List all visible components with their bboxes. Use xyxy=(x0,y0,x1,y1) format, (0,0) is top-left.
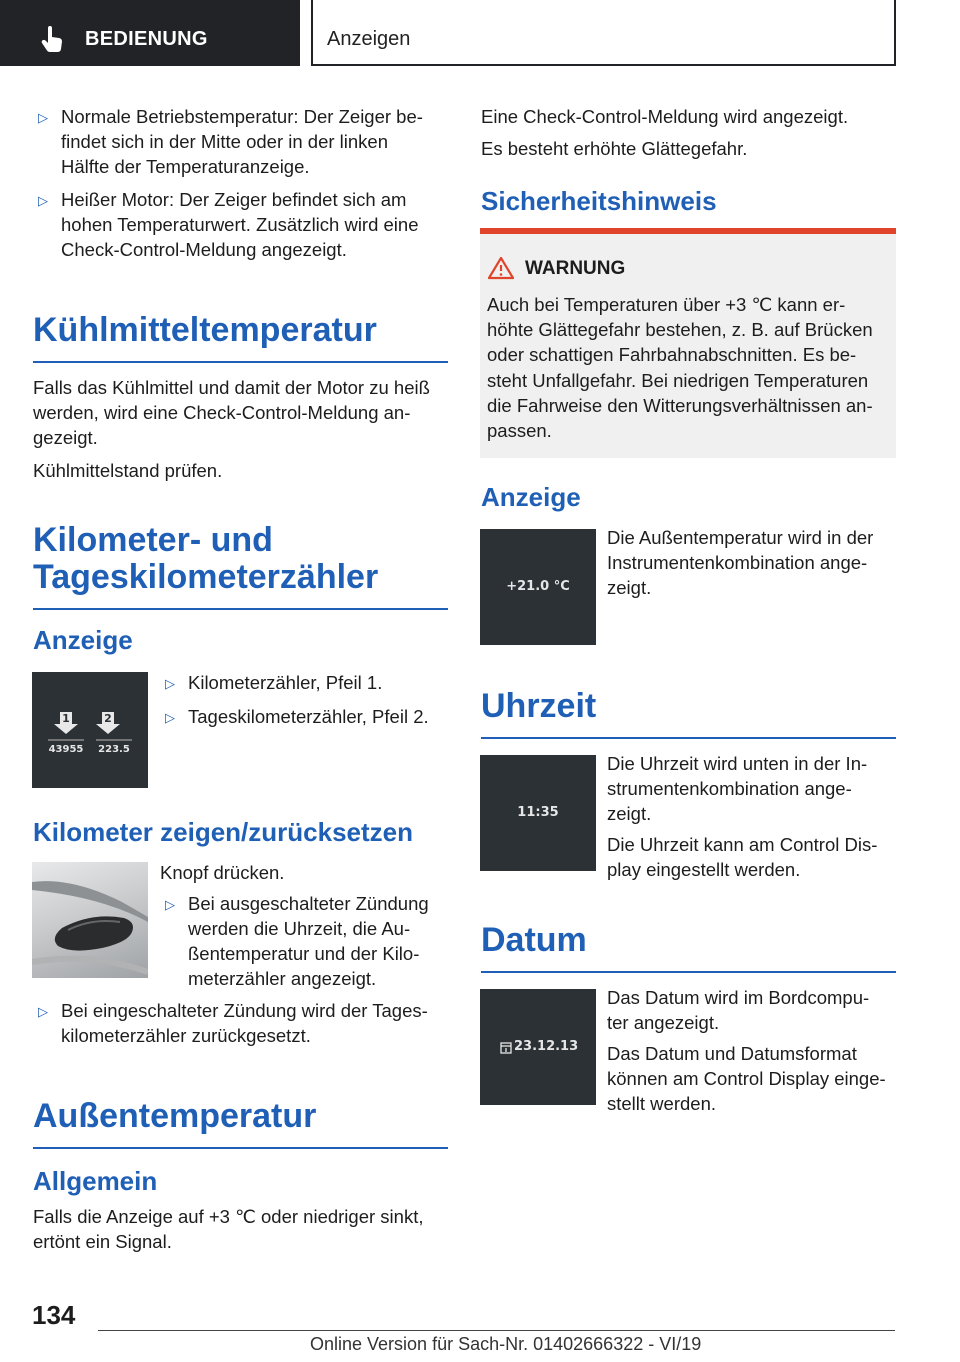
arrow-1-label: 1 xyxy=(62,712,70,725)
uhrzeit-paragraph-2: Die Uhrzeit kann am Control Dis- play eingestellt werden. xyxy=(607,834,878,880)
odometer-image xyxy=(32,672,148,788)
left-top-bullets xyxy=(33,104,448,262)
subheading-anzeige: Anzeige xyxy=(33,625,133,655)
subheading-kilometer-zeigen: Kilometer zeigen/zurücksetzen xyxy=(33,817,413,847)
triangle-bullet-icon: ▷ xyxy=(165,676,175,691)
heading-kuehlmitteltemperatur: Kühlmitteltemperatur xyxy=(33,312,448,363)
odometer-arrows-icon xyxy=(32,672,148,788)
right-paragraph-1: Eine Check-Control-Meldung wird angezeigt. xyxy=(481,106,849,127)
odometer-value: 43955 xyxy=(48,744,84,755)
triangle-bullet-icon: ▷ xyxy=(38,193,48,208)
datum-paragraph-1: Das Datum wird im Bordcompu- ter angezeigt. xyxy=(607,987,870,1033)
bullet-text: Tageskilometerzähler, Pfeil 2. xyxy=(188,706,429,727)
bullet-text: Bei ausgeschalteter Zündung werden die Uhrzeit, die Au- ßentemperatur und der Kilo- meterzähler angezeigt. xyxy=(188,893,429,989)
footer-divider xyxy=(98,1330,895,1331)
date-value: 23.12.13 xyxy=(514,1039,579,1054)
chapter-label: Anzeigen xyxy=(327,28,411,50)
warning-triangle-icon xyxy=(488,256,514,280)
bullet-text: Kilometerzähler, Pfeil 1. xyxy=(188,672,383,693)
chapter-tab xyxy=(311,0,896,66)
list-item xyxy=(160,891,450,991)
bullet-text: Heißer Motor: Der Zeiger befindet sich am hohen Temperaturwert. Zusätzlich wird eine Check-Control-Meldung angezeigt. xyxy=(61,189,419,260)
section-tab xyxy=(0,0,300,66)
bullet-text: Normale Betriebstemperatur: Der Zeiger be- findet sich in der Mitte oder in der linken Hälfte der Temperaturanzeige. xyxy=(61,106,423,177)
reset-button-image xyxy=(32,862,148,978)
reset-knob-icon xyxy=(32,862,148,978)
hand-pointer-icon xyxy=(40,26,64,52)
subheading-anzeige-aussentemp: Anzeige xyxy=(481,482,581,512)
trip-value: 223.5 xyxy=(98,744,130,755)
list-item xyxy=(160,670,450,695)
warning-text: Auch bei Temperaturen über +3 ℃ kann er- höhte Glättegefahr bestehen, z. B. auf Brücken oder schattigen Fahrbahnabschnitten. Es be- steht Unfallgefahr. Bei niedrigen Temperaturen die Fahrweise den Witterungsverhältnissen an- passen. xyxy=(487,294,873,442)
reset-paragraph: Knopf drücken. xyxy=(160,862,285,883)
page-number: 134 xyxy=(32,1300,76,1330)
uhrzeit-paragraph-1: Die Uhrzeit wird unten in der In- strumentenkombination ange- zeigt. xyxy=(607,753,868,824)
footer-text: Online Version für Sach-Nr. 01402666322 - VI/19 xyxy=(310,1334,702,1354)
outside-temp-image xyxy=(480,529,596,645)
list-item xyxy=(33,998,448,1048)
heading-uhrzeit: Uhrzeit xyxy=(481,688,896,739)
kuehl-paragraph-2: Kühlmittelstand prüfen. xyxy=(33,460,223,481)
aussen-paragraph: Falls die Anzeige auf +3 ℃ oder niedriger sinkt, ertönt ein Signal. xyxy=(33,1206,424,1252)
date-image xyxy=(480,989,596,1105)
list-item xyxy=(33,104,448,179)
calendar-icon xyxy=(500,1041,512,1054)
right-paragraph-2: Es besteht erhöhte Glättegefahr. xyxy=(481,138,748,159)
triangle-bullet-icon: ▷ xyxy=(38,110,48,125)
warning-title: WARNUNG xyxy=(525,258,626,279)
subheading-sicherheitshinweis: Sicherheitshinweis xyxy=(481,186,717,216)
heading-aussentemperatur: Außentemperatur xyxy=(33,1098,448,1149)
datum-paragraph-2: Das Datum und Datumsformat können am Control Display einge- stellt werden. xyxy=(607,1043,886,1114)
triangle-bullet-icon: ▷ xyxy=(165,710,175,725)
warning-box xyxy=(480,228,896,458)
bullet-text: Bei eingeschalteter Zündung wird der Tages- kilometerzähler zurückgesetzt. xyxy=(61,1000,428,1046)
anzeige-paragraph: Die Außentemperatur wird in der Instrumentenkombination ange- zeigt. xyxy=(607,527,874,598)
heading-datum: Datum xyxy=(481,922,896,973)
clock-image xyxy=(480,755,596,871)
outside-temp-value: +21.0 °C xyxy=(506,579,570,594)
list-item xyxy=(160,704,450,729)
triangle-bullet-icon: ▷ xyxy=(38,1004,48,1019)
triangle-bullet-icon: ▷ xyxy=(165,897,175,912)
section-label: BEDIENUNG xyxy=(85,28,208,50)
arrow-2-label: 2 xyxy=(104,712,112,725)
kuehl-paragraph: Falls das Kühlmittel und damit der Motor zu heiß werden, wird eine Check-Control-Meldung an- gezeigt. xyxy=(33,377,430,448)
heading-kilometerzaehler: Kilometer- und Tageskilometerzähler xyxy=(33,522,448,610)
clock-value: 11:35 xyxy=(517,805,559,820)
list-item xyxy=(33,187,448,262)
subheading-allgemein: Allgemein xyxy=(33,1166,158,1196)
